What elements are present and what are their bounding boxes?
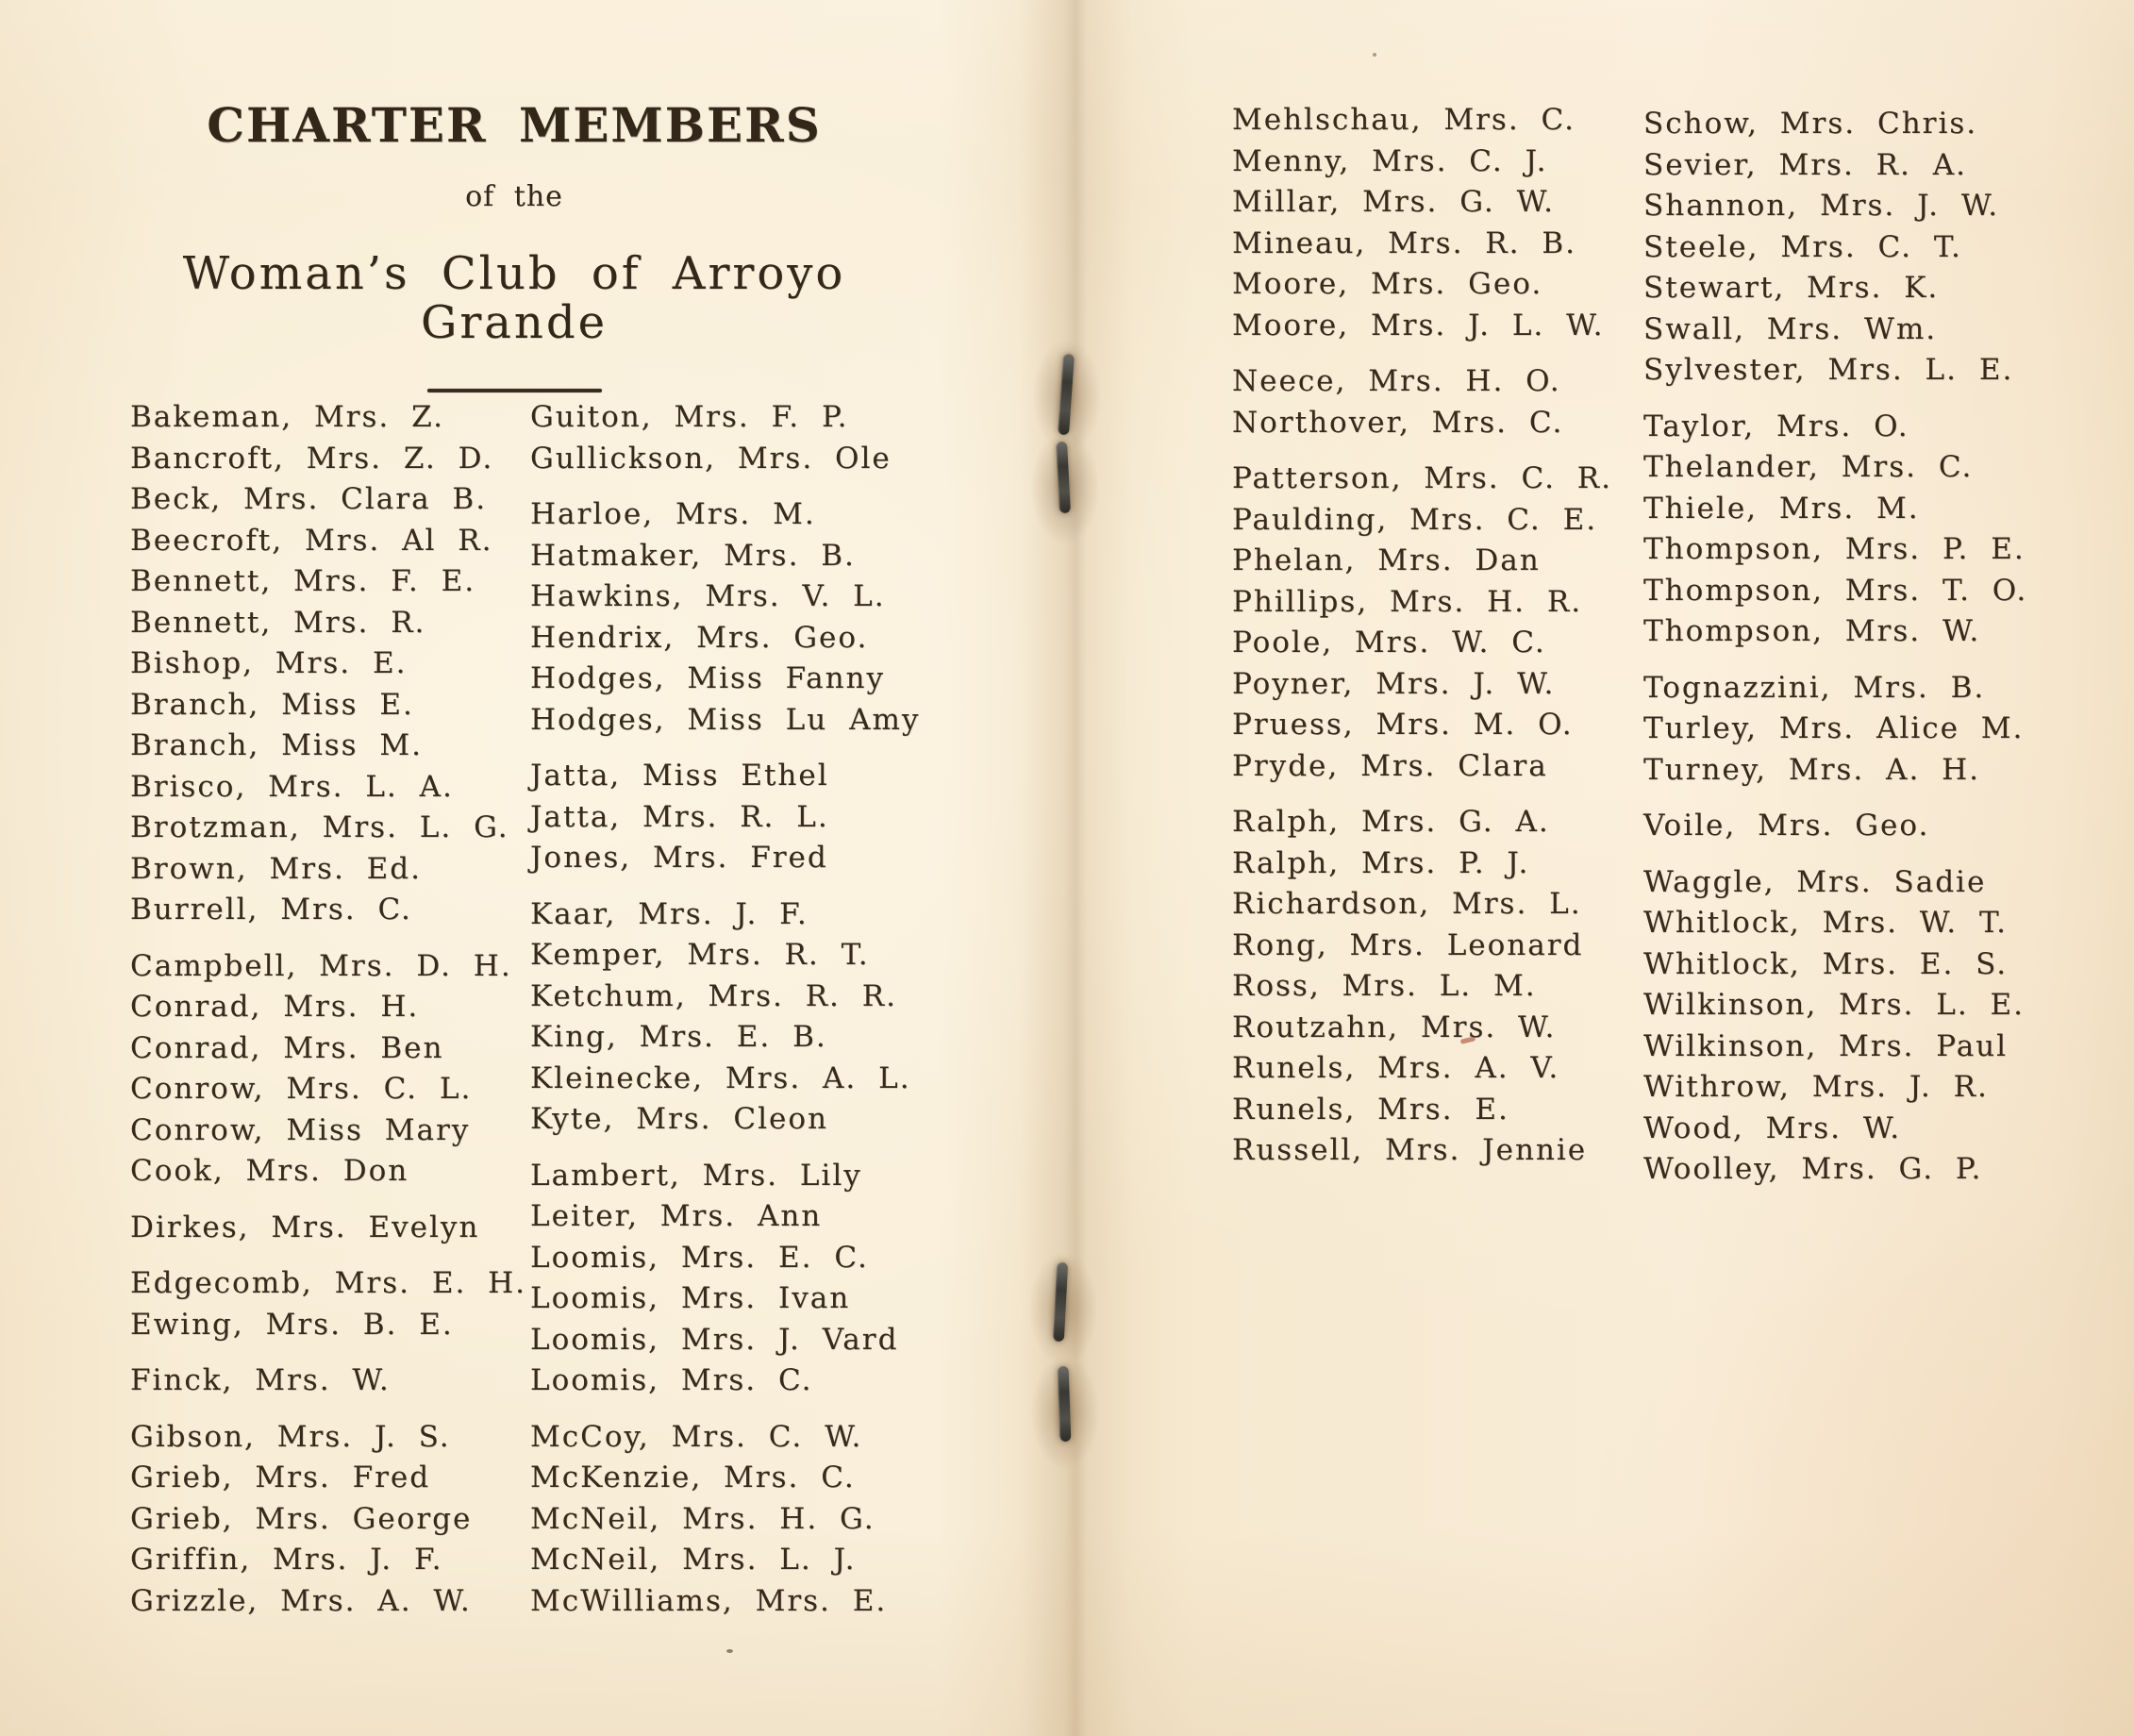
member-name: Wilkinson, Mrs. L. E.: [1643, 988, 2026, 1022]
member-name: Waggle, Mrs. Sadie: [1643, 864, 1987, 899]
member-name: Hawkins, Mrs. V. L.: [530, 579, 886, 613]
member-name: Jatta, Miss Ethel: [530, 759, 829, 793]
member-name: Ewing, Mrs. B. E.: [130, 1307, 454, 1342]
members-column-1: [130, 397, 526, 1622]
member-name: Branch, Miss M.: [130, 728, 424, 762]
member-name: Conrad, Mrs. H.: [130, 990, 420, 1024]
member-name: Whitlock, Mrs. W. T.: [1643, 906, 2008, 940]
member-name: Tognazzini, Mrs. B.: [1643, 670, 1986, 705]
member-name: Wood, Mrs. W.: [1643, 1110, 1902, 1145]
member-group: [530, 1156, 920, 1402]
members-column-3: [1232, 100, 1612, 1172]
member-name: Phillips, Mrs. H. R.: [1232, 584, 1583, 619]
member-name: Branch, Miss E.: [130, 687, 414, 722]
member-name: Neece, Mrs. H. O.: [1232, 364, 1561, 398]
member-name: Kleinecke, Mrs. A. L.: [530, 1060, 911, 1095]
member-name: Pryde, Mrs. Clara: [1232, 748, 1548, 783]
member-name: Hendrix, Mrs. Geo.: [530, 620, 869, 655]
member-name: Woolley, Mrs. G. P.: [1643, 1152, 1983, 1186]
member-name: Loomis, Mrs. Ivan: [530, 1281, 851, 1315]
member-name: Hodges, Miss Lu Amy: [530, 702, 921, 737]
dust-speck: [726, 1649, 733, 1653]
title-rule: [427, 389, 602, 392]
member-name: Conrad, Mrs. Ben: [130, 1030, 444, 1065]
member-name: Turney, Mrs. A. H.: [1643, 752, 1981, 787]
member-group: [130, 1417, 526, 1623]
member-group: [530, 397, 920, 479]
member-name: Rong, Mrs. Leonard: [1232, 927, 1584, 962]
member-name: Bishop, Mrs. E.: [130, 646, 408, 680]
member-group: [530, 1417, 920, 1623]
member-group: [130, 1360, 526, 1402]
member-name: Swall, Mrs. Wm.: [1643, 311, 1938, 346]
member-name: Lambert, Mrs. Lily: [530, 1158, 862, 1193]
member-name: Ralph, Mrs. P. J.: [1232, 845, 1530, 880]
member-name: Kaar, Mrs. J. F.: [530, 896, 809, 931]
member-name: Hatmaker, Mrs. B.: [530, 538, 856, 573]
member-name: Grieb, Mrs. Fred: [130, 1461, 431, 1494]
member-name: Taylor, Mrs. O.: [1643, 409, 1909, 443]
member-name: Northover, Mrs. C.: [1232, 405, 1564, 440]
member-name: Thelander, Mrs. C.: [1643, 450, 1974, 484]
member-name: Loomis, Mrs. J. Vard: [530, 1322, 899, 1357]
member-name: Edgecomb, Mrs. E. H.: [130, 1266, 527, 1300]
member-group: [1643, 668, 2027, 792]
member-name: McKenzie, Mrs. C.: [530, 1461, 856, 1494]
member-name: Conrow, Miss Mary: [130, 1112, 471, 1147]
member-name: Conrow, Mrs. C. L.: [130, 1072, 473, 1106]
member-name: McCoy, Mrs. C. W.: [530, 1419, 863, 1454]
member-name: Grizzle, Mrs. A. W.: [130, 1583, 472, 1618]
member-name: Griffin, Mrs. J. F.: [130, 1543, 443, 1577]
title-block: [132, 97, 896, 392]
member-name: Brotzman, Mrs. L. G.: [130, 810, 509, 844]
member-name: Mineau, Mrs. R. B.: [1232, 225, 1576, 260]
member-name: Finck, Mrs. W.: [130, 1363, 391, 1397]
member-name: McNeil, Mrs. L. J.: [530, 1543, 857, 1577]
member-group: [530, 756, 920, 879]
member-name: Guiton, Mrs. F. P.: [530, 400, 849, 434]
member-name: Kyte, Mrs. Cleon: [530, 1102, 828, 1136]
member-group: [130, 946, 526, 1193]
member-name: Jones, Mrs. Fred: [530, 841, 828, 875]
member-name: Hodges, Miss Fanny: [530, 661, 886, 695]
member-name: Beecroft, Mrs. Al R.: [130, 523, 493, 558]
member-name: Stewart, Mrs. K.: [1643, 271, 1940, 305]
member-name: Richardson, Mrs. L.: [1232, 887, 1582, 921]
member-name: Runels, Mrs. E.: [1232, 1092, 1509, 1127]
member-name: McWilliams, Mrs. E.: [530, 1583, 888, 1618]
member-name: Shannon, Mrs. J. W.: [1643, 189, 2000, 223]
member-name: Leiter, Mrs. Ann: [530, 1199, 823, 1233]
member-name: Steele, Mrs. C. T.: [1643, 229, 1962, 264]
member-name: Withrow, Mrs. J. R.: [1643, 1070, 1989, 1104]
member-group: [130, 1263, 526, 1345]
member-name: Moore, Mrs. Geo.: [1232, 267, 1543, 301]
page-title: CHARTER MEMBERS: [207, 97, 822, 153]
member-group: [1643, 104, 2027, 392]
member-name: Beck, Mrs. Clara B.: [130, 482, 488, 516]
organization-name: Woman’s Club of Arroyo Grande: [182, 247, 846, 349]
member-name: Brisco, Mrs. L. A.: [130, 769, 454, 804]
member-name: Bancroft, Mrs. Z. D.: [130, 441, 494, 476]
member-name: Moore, Mrs. J. L. W.: [1232, 308, 1605, 342]
member-name: Loomis, Mrs. E. C.: [530, 1240, 869, 1275]
member-name: Thiele, Mrs. M.: [1643, 491, 1920, 526]
center-fold: [1019, 0, 1132, 1736]
member-group: [1232, 459, 1612, 787]
member-name: Brown, Mrs. Ed.: [130, 851, 422, 886]
member-name: Dirkes, Mrs. Evelyn: [130, 1210, 480, 1244]
member-group: [1232, 361, 1612, 443]
page-subtitle: of the: [465, 180, 563, 213]
member-name: Bennett, Mrs. R.: [130, 605, 426, 640]
member-group: [1232, 100, 1612, 346]
member-name: Ross, Mrs. L. M.: [1232, 969, 1537, 1003]
member-name: Voile, Mrs. Geo.: [1643, 809, 1930, 843]
member-group: [130, 397, 526, 931]
member-group: [1232, 802, 1612, 1172]
member-name: Campbell, Mrs. D. H.: [130, 948, 512, 983]
member-name: Gullickson, Mrs. Ole: [530, 441, 892, 476]
member-name: Gibson, Mrs. J. S.: [130, 1419, 451, 1454]
member-name: Poole, Mrs. W. C.: [1232, 626, 1546, 659]
member-name: Millar, Mrs. G. W.: [1232, 185, 1555, 219]
member-name: Wilkinson, Mrs. Paul: [1643, 1028, 2009, 1063]
members-column-4: [1643, 104, 2027, 1191]
member-name: Harloe, Mrs. M.: [530, 497, 816, 531]
member-name: Patterson, Mrs. C. R.: [1232, 461, 1612, 495]
member-name: Routzahn, Mrs. W.: [1232, 1010, 1557, 1044]
member-group: [530, 894, 920, 1141]
member-name: Sylvester, Mrs. L. E.: [1643, 353, 2014, 387]
member-name: Cook, Mrs. Don: [130, 1154, 409, 1188]
member-name: Turley, Mrs. Alice M.: [1643, 711, 2025, 745]
member-name: Schow, Mrs. Chris.: [1643, 107, 1978, 141]
member-group: [530, 494, 920, 741]
member-name: King, Mrs. E. B.: [530, 1020, 827, 1054]
member-name: Poyner, Mrs. J. W.: [1232, 666, 1556, 701]
members-column-2: [530, 397, 920, 1622]
member-name: Thompson, Mrs. W.: [1643, 614, 1981, 648]
member-name: Mehlschau, Mrs. C.: [1232, 103, 1576, 137]
member-name: Phelan, Mrs. Dan: [1232, 543, 1541, 577]
dust-speck: [1373, 53, 1376, 57]
member-name: Sevier, Mrs. R. A.: [1643, 147, 1967, 182]
member-name: Jatta, Mrs. R. L.: [530, 799, 829, 834]
member-group: [130, 1208, 526, 1249]
member-name: Menny, Mrs. C. J.: [1232, 143, 1548, 178]
member-name: Ralph, Mrs. G. A.: [1232, 805, 1550, 839]
member-name: Grieb, Mrs. George: [130, 1501, 473, 1536]
member-name: McNeil, Mrs. H. G.: [530, 1501, 875, 1536]
member-name: Russell, Mrs. Jennie: [1232, 1133, 1588, 1167]
member-name: Pruess, Mrs. M. O.: [1232, 708, 1574, 742]
member-name: Kemper, Mrs. R. T.: [530, 938, 870, 972]
member-group: [1643, 806, 2027, 847]
member-name: Bennett, Mrs. F. E.: [130, 564, 476, 598]
member-name: Burrell, Mrs. C.: [130, 893, 412, 926]
member-group: [1643, 862, 2027, 1191]
member-name: Whitlock, Mrs. E. S.: [1643, 946, 2009, 981]
member-group: [1643, 407, 2027, 653]
member-name: Bakeman, Mrs. Z.: [130, 400, 444, 434]
member-name: Ketchum, Mrs. R. R.: [530, 978, 897, 1013]
member-name: Thompson, Mrs. T. O.: [1643, 573, 2028, 608]
member-name: Loomis, Mrs. C.: [530, 1363, 813, 1397]
member-name: Runels, Mrs. A. V.: [1232, 1051, 1560, 1085]
member-name: Paulding, Mrs. C. E.: [1232, 502, 1598, 537]
member-name: Thompson, Mrs. P. E.: [1643, 532, 2026, 566]
